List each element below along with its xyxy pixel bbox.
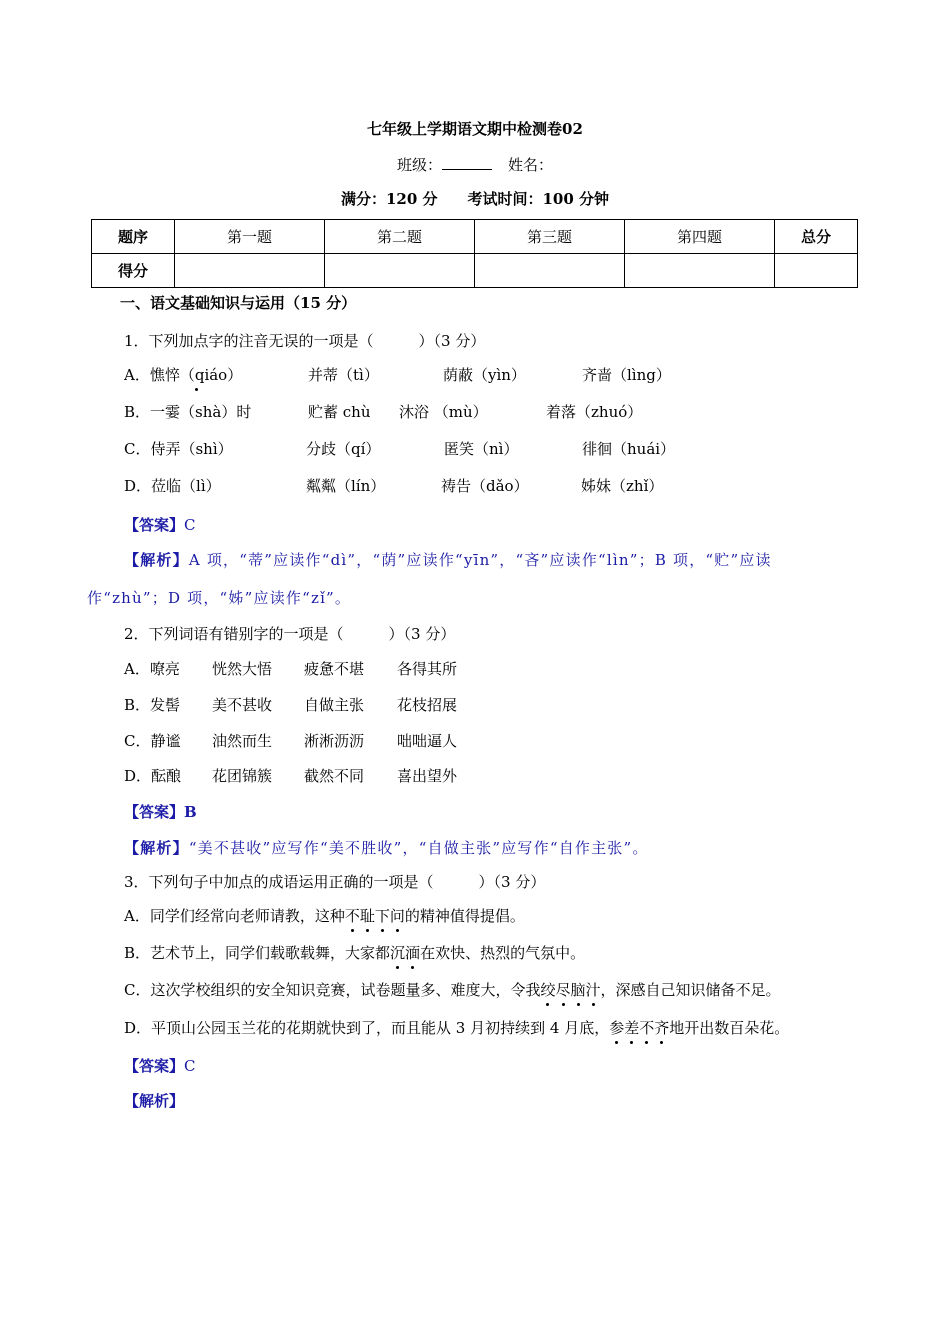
q2-stem: 2．下列词语有错别字的一项是（ ）（3 分） xyxy=(124,625,456,643)
q3-option-d xyxy=(124,1017,789,1038)
option-text: 的精神值得提倡。 xyxy=(404,907,525,925)
score-input-cell[interactable] xyxy=(625,254,775,288)
option-item: 分歧（qí） xyxy=(306,440,381,458)
q1-option-b xyxy=(124,401,251,422)
option-letter: B． xyxy=(124,696,151,714)
option-letter: A． xyxy=(124,366,150,384)
dotted-idiom xyxy=(609,1019,669,1037)
analysis-label: 【解析】 xyxy=(124,839,189,857)
option-item: 侍弄（shì） xyxy=(150,440,233,458)
q1-analysis xyxy=(124,549,772,570)
option-text: A．同学们经常向老师请教，这种 xyxy=(124,907,345,925)
score-table-cell: 总分 xyxy=(775,220,858,254)
answer-value: B xyxy=(184,803,197,821)
option-item: 花枝招展 xyxy=(397,696,458,714)
q3-option-a xyxy=(124,905,525,926)
analysis-label: 【解析】 xyxy=(124,551,189,569)
emphasis-char: 耻 xyxy=(359,907,375,925)
score-table-score-row xyxy=(92,254,858,288)
option-item: 各得其所 xyxy=(397,660,458,678)
option-letter: C． xyxy=(124,732,151,750)
q3-analysis xyxy=(124,1090,184,1111)
q2-option-b xyxy=(124,694,180,715)
option-item: 着落（zhuó） xyxy=(546,403,643,421)
emphasis-char: 问 xyxy=(389,907,405,925)
score-table-cell: 题序 xyxy=(92,220,175,254)
option-item: 姊妹（zhǐ） xyxy=(581,477,664,495)
option-item: 祷告（dǎo） xyxy=(441,477,529,495)
option-item: 喜出望外 xyxy=(397,767,458,785)
dotted-idiom xyxy=(540,981,600,999)
score-table-cell: 第三题 xyxy=(475,220,625,254)
option-item: 花团锦簇 xyxy=(212,767,273,785)
option-item: 憔悴（qiáo） xyxy=(149,366,243,384)
option-item: 油然而生 xyxy=(212,732,273,750)
emphasis-char: 湎 xyxy=(405,944,421,962)
option-item: 粼粼（lín） xyxy=(306,477,386,495)
score-table-cell: 第一题 xyxy=(175,220,325,254)
q2-option-a xyxy=(124,658,180,679)
q2-option-c xyxy=(124,730,181,751)
option-item: 淅淅沥沥 xyxy=(304,732,365,750)
score-input-cell[interactable] xyxy=(175,254,325,288)
option-letter: B． xyxy=(124,403,151,421)
option-text: C．这次学校组织的安全知识竞赛，试卷题量多、难度大，令我 xyxy=(124,981,541,999)
emphasis-char: 不 xyxy=(344,907,360,925)
option-item: 匿笑（nì） xyxy=(444,440,519,458)
score-table-cell: 第二题 xyxy=(325,220,475,254)
analysis-text: A 项，“蒂”应读作“dì”，“荫”应读作“yīn”，“吝”应读作“lìn”；B 项，“贮”应读 xyxy=(188,551,772,569)
option-text: 地开出数百朵花。 xyxy=(669,1019,790,1037)
emphasis-char: 齐 xyxy=(654,1019,670,1037)
option-letter: D． xyxy=(124,477,152,495)
option-text: D．平顶山公园玉兰花的花期就快到了，而且能从 3 月初持续到 4 月底， xyxy=(124,1019,610,1037)
option-item: 沐浴 （mù） xyxy=(399,403,488,421)
q1-option-d xyxy=(124,475,221,496)
analysis-text: “美不甚收”应写作“美不胜收”，“自做主张”应写作“自作主张”。 xyxy=(188,839,649,857)
option-text: B．艺术节上，同学们载歌载舞，大家都 xyxy=(124,944,391,962)
emphasis-char: 参 xyxy=(609,1019,625,1037)
q2-answer xyxy=(124,801,197,822)
emphasis-char: 脑 xyxy=(570,981,586,999)
option-item: 嘹亮 xyxy=(149,660,180,678)
score-table-header-row xyxy=(92,220,858,254)
score-info: 满分：120 分 考试时间：100 分钟 xyxy=(340,190,610,208)
name-label: 姓名： xyxy=(508,156,554,174)
option-item: 酝酿 xyxy=(151,767,182,785)
q3-option-c xyxy=(124,979,781,1000)
dotted-idiom xyxy=(345,907,405,925)
emphasis-char: 不 xyxy=(639,1019,655,1037)
option-letter: A． xyxy=(124,660,150,678)
emphasis-char: 差 xyxy=(624,1019,640,1037)
answer-label: 【答案】 xyxy=(124,803,185,821)
option-item: 莅临（lì） xyxy=(151,477,221,495)
class-blank xyxy=(442,155,492,170)
q1-stem: 1．下列加点字的注音无误的一项是（ ）（3 分） xyxy=(124,332,486,350)
emphasis-char: 下 xyxy=(374,907,390,925)
option-item: 一霎（shà）时 xyxy=(150,403,252,421)
answer-value: C xyxy=(184,516,196,534)
option-item: 美不甚收 xyxy=(212,696,273,714)
option-item: 徘徊（huái） xyxy=(582,440,676,458)
emphasis-char: 沉 xyxy=(390,944,406,962)
option-item: 截然不同 xyxy=(304,767,365,785)
option-item: 恍然大悟 xyxy=(212,660,273,678)
analysis-label: 【解析】 xyxy=(124,1092,185,1110)
option-item: 齐啬（lìng） xyxy=(582,366,671,384)
q3-answer xyxy=(124,1055,196,1076)
q1-answer xyxy=(124,514,196,535)
dotted-idiom xyxy=(390,944,420,962)
score-table-cell: 第四题 xyxy=(625,220,775,254)
q3-option-b xyxy=(124,942,585,963)
option-item: 贮蓄 chù xyxy=(308,403,371,421)
option-item: 疲惫不堪 xyxy=(304,660,365,678)
option-letter: C． xyxy=(124,440,151,458)
class-name-line xyxy=(0,154,950,175)
q1-option-c xyxy=(124,438,233,459)
score-table xyxy=(91,219,858,288)
emphasis-char: 汁 xyxy=(585,981,601,999)
q1-analysis-cont: 作“zhù”；D 项，“姊”应读作“zǐ”。 xyxy=(87,589,352,607)
option-text: 在欢快、热烈的气氛中。 xyxy=(420,944,586,962)
option-item: 荫蔽（yìn） xyxy=(443,366,526,384)
q2-option-d xyxy=(124,765,181,786)
score-input-cell[interactable] xyxy=(775,254,858,288)
option-item: 自做主张 xyxy=(304,696,365,714)
q3-stem: 3．下列句子中加点的成语运用正确的一项是（ ）（3 分） xyxy=(124,873,546,891)
option-letter: D． xyxy=(124,767,152,785)
emphasis-char: 尽 xyxy=(555,981,571,999)
page-title: 七年级上学期语文期中检测卷02 xyxy=(367,120,583,138)
answer-value: C xyxy=(184,1057,196,1075)
answer-label: 【答案】 xyxy=(124,516,185,534)
section-1-title: 一、语文基础知识与运用（15 分） xyxy=(120,294,357,312)
option-text: ，深感自己知识储备不足。 xyxy=(600,981,781,999)
emphasis-char: 绞 xyxy=(540,981,556,999)
q1-option-a xyxy=(124,364,242,385)
class-label: 班级： xyxy=(396,156,442,174)
option-item: 发髻 xyxy=(150,696,181,714)
option-item: 咄咄逼人 xyxy=(397,732,458,750)
option-item: 并蒂（tì） xyxy=(308,366,379,384)
score-table-cell: 得分 xyxy=(92,254,175,288)
score-input-cell[interactable] xyxy=(475,254,625,288)
answer-label: 【答案】 xyxy=(124,1057,185,1075)
q2-analysis xyxy=(124,837,649,858)
option-item: 静谧 xyxy=(150,732,181,750)
score-input-cell[interactable] xyxy=(325,254,475,288)
